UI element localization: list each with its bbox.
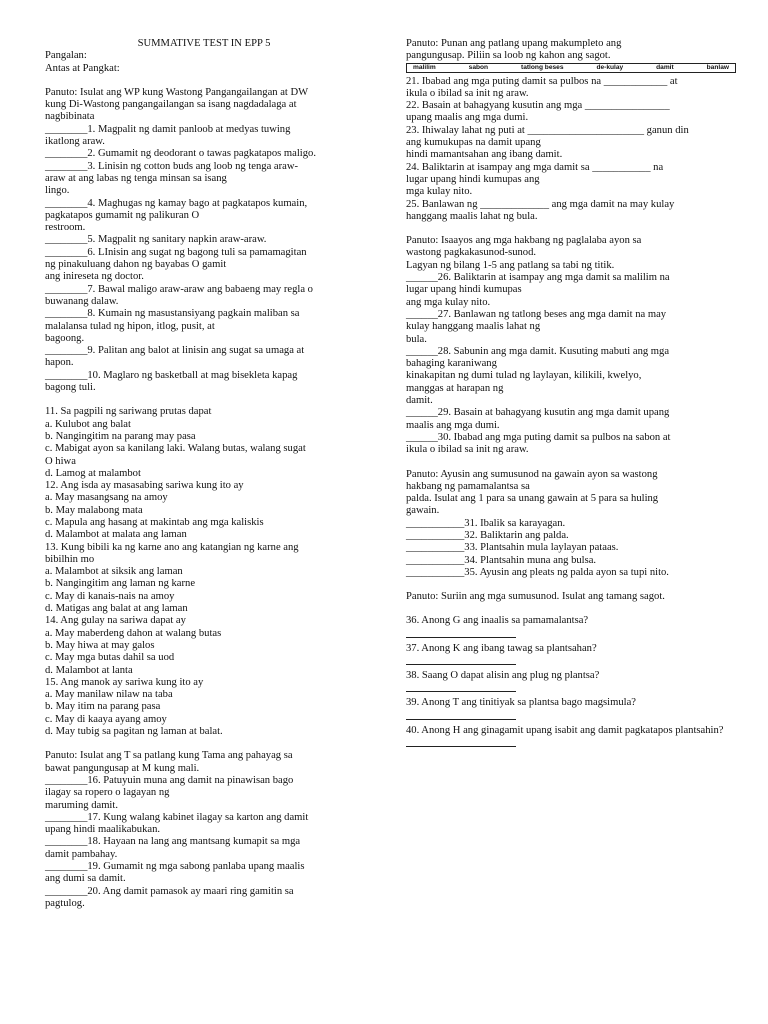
text-line: ilagay sa ropero o lagayan ng [45,787,170,799]
text-line: ________10. Maglaro ng basketball at mag bisekleta kapag [45,369,298,381]
text-line: bula. [406,333,427,345]
text-line: upang maalis ang mga dumi. [406,112,529,124]
text-line: b. May itim na parang pasa [45,701,161,713]
text-line: 12. Ang isda ay masasabing sariwa kung ito ay [45,480,244,492]
text-line: mga kulay nito. [406,186,473,198]
text-line: ______26. Baliktarin at isampay ang mga damit sa malilim na [406,272,670,284]
text-line: c. May di kaaya ayang amoy [45,713,167,725]
text-line: ________18. Hayaan na lang ang mantsang kumapit sa mga [45,836,301,848]
right-intro [406,38,736,63]
text-line: buwanang dalaw. [45,295,119,307]
text-line: ________1. Magpalit ng damit panloob at medyas tuwing [45,123,291,135]
text-line: bawat pangungusap at M kung mali. [45,762,200,774]
text-line: lugar upang hindi kumupas [406,284,522,296]
text-line: Lagyan ng bilang 1-5 ang patlang sa tabi ng titik. [406,259,615,271]
text-line: ________4. Maghugas ng kamay bago at pagkatapos kumain, [45,197,308,209]
text-line: 25. Banlawan ng _____________ ang mga damit na may kulay [406,198,675,210]
right-column [406,38,736,752]
text-line: c. May mga butas dahil sa uod [45,652,175,664]
text-line: gawain. [406,505,440,517]
text-line: c. May di kanais-nais na amoy [45,590,175,602]
text-line: a. May maberdeng dahon at walang butas [45,627,222,639]
page-title: SUMMATIVE TEST IN EPP 5 [137,38,271,49]
text-line: bagong tuli. [45,382,96,394]
text-line: ikula o ibilad sa init ng araw. [406,444,529,456]
text-line: Panuto: Isulat ang T sa patlang kung Tama ang pahayag sa [45,750,293,762]
text-line: 14. Ang gulay na sariwa dapat ay [45,615,186,627]
question-line: 36. Anong G ang inaalis sa pamamalantsa? [406,615,589,627]
text-line: 15. Ang manok ay sariwa kung ito ay [45,676,204,688]
text-line: bahaging karaniwang [406,358,497,370]
text-line: d. Matigas ang balat at ang laman [45,603,188,615]
text-line: ang inireseta ng doctor. [45,271,144,283]
question-line: 40. Anong H ang ginagamit upang isabit ang damit pagkatapos plantsahin? [406,724,724,736]
text-line: ang mga kulay nito. [406,296,491,308]
text-line: a. May manilaw nilaw na taba [45,689,173,701]
text-line: ikula o ibilad sa init ng araw. [406,87,529,99]
text-line: ng pinakuluang dahon ng bayabas O gamit [45,259,227,271]
question-line: 38. Saang O dapat alisin ang plug ng plantsa? [406,670,600,682]
text-line: O hiwa [45,455,76,467]
word-box-item: de-kulay [596,63,624,71]
text-line: upang hindi maalikabukan. [45,824,161,836]
text-line: maruming damit. [45,799,118,811]
text-line: restroom. [45,222,86,234]
text-line: ________3. Linisin ng cotton buds ang loob ng tenga araw- [45,160,299,172]
spacer [45,394,363,406]
text-line: ________17. Kung walang kabinet ilagay sa karton ang damit [45,811,309,823]
text-line: ________6. LInisin ang sugat ng bagong tuli sa pamamagitan [45,246,307,258]
spacer [45,738,363,750]
text-line: Panuto: Isulat ang WP kung Wastong Pangangailangan at DW [45,86,309,98]
text-line: 21. Ibabad ang mga puting damit sa pulbos na ____________ at [406,75,678,87]
text-line: hapon. [45,357,74,369]
word-box-item: malilim [413,63,436,71]
word-box-item: damit [656,63,674,71]
spacer [406,579,736,591]
text-line: ang dumi sa damit. [45,873,126,885]
text-line: 24. Baliktarin at isampay ang mga damit sa ___________ na [406,161,664,173]
text-line: d. Malambot at lanta [45,664,133,676]
text-line: nagbibinata [45,111,95,123]
text-line: ang kumukupas na damit upang [406,137,541,149]
right-body [406,76,736,616]
left-body [45,50,363,910]
text-line: pagtulog. [45,897,85,909]
text-line: ________8. Kumain ng masustansiyang pagkain maliban sa [45,308,300,320]
spacer [45,75,363,87]
text-line: a. Malambot at siksik ang laman [45,566,183,578]
text-line: b. Nangingitim ang laman ng karne [45,578,196,590]
text-line: ________16. Patuyuin muna ang damit na pinawisan bago [45,774,294,786]
text-line: 23. Ihiwalay lahat ng puti at ______________________ ganun din [406,124,689,136]
answer-blank[interactable] [406,710,516,720]
text-line: a. Kulubot ang balat [45,418,131,430]
answer-blank[interactable] [406,682,516,692]
text-line: ___________31. Ibalik sa karayagan. [406,517,566,529]
text-line: b. May malabong mata [45,504,143,516]
word-box-item: sabon [468,63,489,71]
text-line: malalansa tulad ng hipon, itlog, pusit, at [45,320,215,332]
text-line: palda. Isulat ang 1 para sa unang gawain at 5 para sa huling [406,493,659,505]
text-line: ______29. Basain at bahagyang kusutin ang mga damit upang [406,407,670,419]
text-line: hakbang ng pamamalantsa sa [406,480,530,492]
left-column [45,38,363,910]
answer-blank[interactable] [406,655,516,665]
text-line: c. Mapula ang hasang at makintab ang mga kaliskis [45,516,264,528]
text-line: ________7. Bawal maligo araw-araw ang babaeng may regla o [45,283,313,295]
text-line: 11. Sa pagpili ng sariwang prutas dapat [45,406,212,418]
text-line: bibilhin mo [45,553,95,565]
word-box [406,63,736,73]
questions-section [406,615,736,746]
text-line: kung Di-Wastong pangangailangan sa isang nagdadalaga at [45,99,297,111]
text-line: kulay hanggang maalis lahat ng [406,321,541,333]
text-line: Pangalan: [45,50,87,62]
text-line: b. Nangingitim na parang may pasa [45,430,196,442]
question-line: 37. Anong K ang ibang tawag sa plantsahan? [406,642,597,654]
text-line: wastong pagkakasunod-sunod. [406,247,537,259]
text-line: ______30. Ibabad ang mga puting damit sa pulbos na sabon at [406,431,671,443]
text-line: ______27. Banlawan ng tatlong beses ang mga damit na may [406,308,667,320]
text-line: ________20. Ang damit pamasok ay maari ring gamitin sa [45,885,294,897]
text-line: damit. [406,395,433,407]
text-line: pagkatapos gumamit ng palikuran O [45,209,200,221]
answer-blank[interactable] [406,628,516,638]
text-line: ___________35. Ayusin ang pleats ng palda ayon sa tupi nito. [406,566,669,578]
text-line: kinakapitan ng dumi tulad ng laylayan, kilikili, kwelyo, [406,370,642,382]
text-line: ___________32. Baliktarin ang palda. [406,529,569,541]
text-line: ___________34. Plantsahin muna ang bulsa. [406,554,597,566]
instruction-line: Panuto: Punan ang patlang upang makumpleto ang [406,38,622,49]
text-line: maalis ang mga dumi. [406,419,500,431]
spacer [406,223,736,235]
text-line: 22. Basain at bahagyang kusutin ang mga ________________ [406,100,670,112]
text-line: lugar upang hindi kumupas ang [406,173,540,185]
text-line: Panuto: Isaayos ang mga hakbang ng paglalaba ayon sa [406,235,642,247]
text-line: hanggang maalis lahat ng bula. [406,210,538,222]
text-line: ________19. Gumamit ng mga sabong panlaba upang maalis [45,861,305,872]
text-line: ________5. Magpalit ng sanitary napkin araw-araw. [45,234,267,246]
text-line: manggas at harapan ng [406,382,504,394]
text-line: d. Lamog at malambot [45,467,141,479]
spacer [406,603,736,615]
text-line: ______28. Sabunin ang mga damit. Kusuting mabuti ang mga [406,345,670,357]
text-line: Antas at Pangkat: [45,62,120,74]
text-line: ikatlong araw. [45,136,105,148]
text-line: a. May masangsang na amoy [45,492,168,504]
instruction-line: pangungusap. Piliin sa loob ng kahon ang sagot. [406,50,611,62]
text-line: damit pambahay. [45,848,118,860]
text-line: d. Malambot at malata ang laman [45,529,187,541]
text-line: hindi mamantsahan ang ibang damit. [406,149,563,161]
word-box-item: tatlong beses [521,63,564,71]
text-line: ________2. Gumamit ng deodorant o tawas pagkatapos maligo. [45,148,316,160]
spacer [406,457,736,469]
text-line: ___________33. Plantsahin mula laylayan pataas. [406,542,619,554]
text-line: bagoong. [45,332,85,344]
text-line: Panuto: Suriin ang mga sumusunod. Isulat ang tamang sagot. [406,591,665,603]
text-line: lingo. [45,185,70,197]
word-box-item: banlaw [706,63,729,71]
text-line: Panuto: Ayusin ang sumusunod na gawain ayon sa wastong [406,468,658,480]
text-line: d. May tubig sa pagitan ng laman at balat. [45,726,223,738]
answer-blank[interactable] [406,737,516,747]
text-line: 13. Kung bibili ka ng karne ano ang katangian ng karne ang [45,541,299,553]
text-line: ________9. Palitan ang balot at linisin ang sugat sa umaga at [45,345,305,357]
question-line: 39. Anong T ang tinitiyak sa plantsa bago magsimula? [406,697,636,709]
text-line: araw at ang labas ng tenga minsan sa isang [45,172,227,184]
text-line: c. Mabigat ayon sa kanilang laki. Walang butas, walang sugat [45,443,306,455]
text-line: b. May hiwa at may galos [45,639,155,651]
